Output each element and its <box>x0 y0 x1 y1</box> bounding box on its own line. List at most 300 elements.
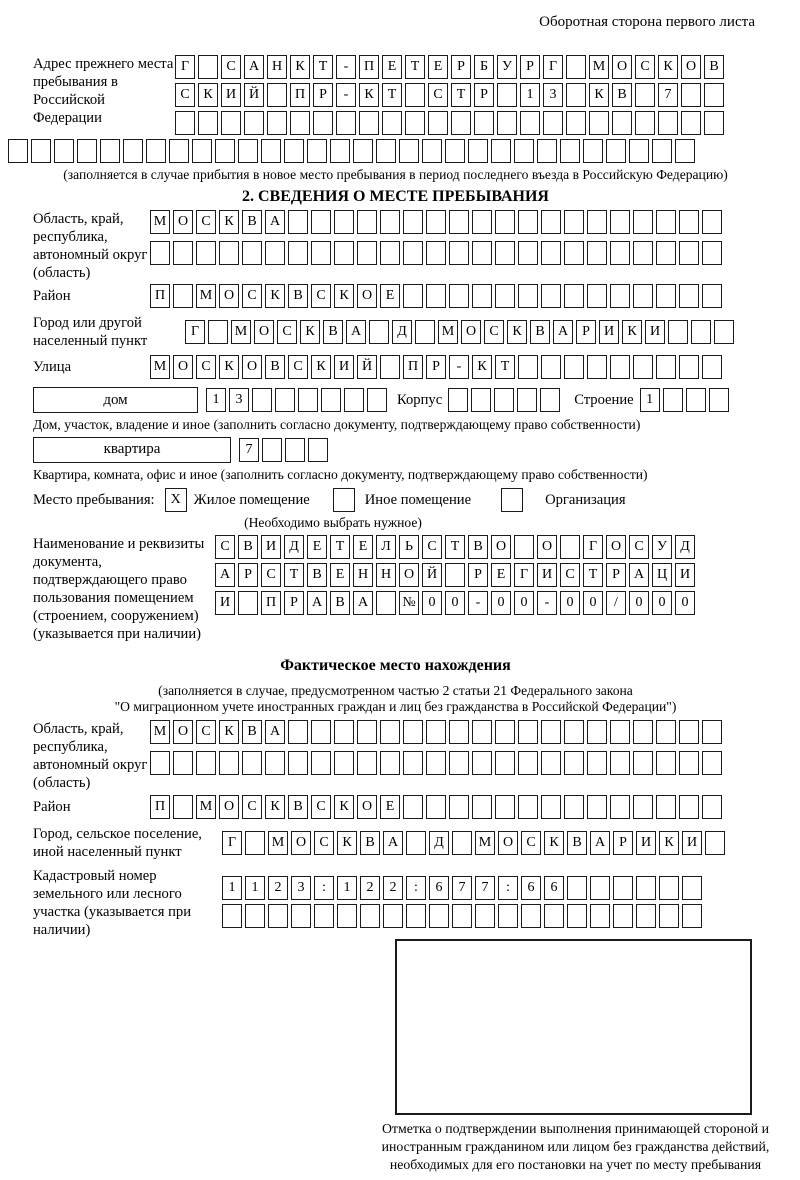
char-box: С <box>196 210 216 234</box>
confirmation-stamp-note: Отметка о подтверждении выполнения принимающей стороной и иностранным гражданином или лицом без гражданства действий, необходимых для его постановки на учет по месту пребывания <box>381 1121 770 1172</box>
char-box: С <box>175 83 195 107</box>
char-box: Й <box>244 83 264 107</box>
char-box: С <box>215 535 235 559</box>
char-box: 2 <box>360 876 380 900</box>
char-box: 7 <box>475 876 495 900</box>
char-box: 0 <box>652 591 672 615</box>
char-box <box>658 111 678 135</box>
district-row <box>150 284 722 308</box>
doc-row-2 <box>215 563 695 587</box>
char-box: А <box>346 320 366 344</box>
char-box <box>242 751 262 775</box>
char-box: 0 <box>629 591 649 615</box>
corner-note: Оборотная сторона первого листа <box>539 14 755 30</box>
char-box: О <box>254 320 274 344</box>
fact-city-label: Город, сельское поселение, иной населенный пункт <box>33 825 202 860</box>
house-label-box: дом <box>33 387 198 413</box>
char-box <box>357 720 377 744</box>
char-box <box>514 535 534 559</box>
char-box: П <box>359 55 379 79</box>
char-box <box>636 904 656 928</box>
char-box <box>681 111 701 135</box>
char-box: К <box>300 320 320 344</box>
char-box <box>518 210 538 234</box>
char-box <box>541 751 561 775</box>
char-box <box>514 139 534 163</box>
char-box <box>472 241 492 265</box>
fact-region-block <box>33 720 758 792</box>
char-box <box>380 241 400 265</box>
char-box <box>610 355 630 379</box>
char-box <box>337 904 357 928</box>
char-box <box>472 284 492 308</box>
char-box <box>633 241 653 265</box>
char-box: О <box>173 210 193 234</box>
char-box <box>613 904 633 928</box>
char-box <box>403 795 423 819</box>
region-rows <box>150 210 722 269</box>
char-box <box>635 111 655 135</box>
char-box <box>679 720 699 744</box>
char-box: № <box>399 591 419 615</box>
char-box <box>656 720 676 744</box>
char-box <box>518 284 538 308</box>
char-box <box>403 720 423 744</box>
char-box <box>566 83 586 107</box>
char-box: Б <box>474 55 494 79</box>
char-box: Т <box>405 55 425 79</box>
char-box: К <box>507 320 527 344</box>
char-box <box>702 720 722 744</box>
char-box <box>543 111 563 135</box>
region-label: Область, край, республика, автономный округ (область) <box>33 211 148 282</box>
char-box <box>406 831 426 855</box>
char-box <box>245 904 265 928</box>
char-box <box>679 210 699 234</box>
char-box <box>679 284 699 308</box>
char-box: С <box>277 320 297 344</box>
char-box: 0 <box>422 591 442 615</box>
char-box <box>445 139 465 163</box>
prev-address-block <box>33 55 758 139</box>
cadastre-block <box>33 867 758 939</box>
char-box: 6 <box>521 876 541 900</box>
char-box: Р <box>520 55 540 79</box>
char-box: С <box>311 795 331 819</box>
char-box <box>679 751 699 775</box>
char-box <box>564 210 584 234</box>
char-box <box>403 284 423 308</box>
char-box: О <box>681 55 701 79</box>
char-box: К <box>219 720 239 744</box>
char-box: : <box>498 876 518 900</box>
char-box <box>275 388 295 412</box>
char-box: : <box>406 876 426 900</box>
doc-row-3 <box>215 591 695 615</box>
cadastre-label: Кадастровый номер земельного или лесного участка (указывается при наличии) <box>33 867 192 938</box>
char-box <box>334 241 354 265</box>
char-box: В <box>612 83 632 107</box>
char-box: Р <box>284 591 304 615</box>
char-box <box>321 388 341 412</box>
char-box: Е <box>353 535 373 559</box>
char-box <box>610 210 630 234</box>
char-box: И <box>537 563 557 587</box>
other-premises-label: Иное помещение <box>364 491 472 508</box>
char-box: Е <box>307 535 327 559</box>
char-box <box>175 111 195 135</box>
char-box <box>564 355 584 379</box>
char-box <box>222 904 242 928</box>
char-box: И <box>636 831 656 855</box>
char-box: 2 <box>383 876 403 900</box>
char-box <box>428 111 448 135</box>
char-box <box>449 795 469 819</box>
char-box <box>472 720 492 744</box>
fact-region-row-2 <box>150 751 722 775</box>
char-box <box>426 720 446 744</box>
char-box: К <box>219 210 239 234</box>
street-row <box>150 355 722 379</box>
char-box <box>215 139 235 163</box>
char-box <box>629 139 649 163</box>
char-box: О <box>173 355 193 379</box>
char-box: 0 <box>514 591 534 615</box>
char-box: Й <box>422 563 442 587</box>
char-box <box>77 139 97 163</box>
char-box: В <box>288 795 308 819</box>
section2-title: 2. СВЕДЕНИЯ О МЕСТЕ ПРЕБЫВАНИЯ <box>242 188 549 205</box>
char-box: М <box>150 355 170 379</box>
char-box <box>367 388 387 412</box>
char-box <box>520 111 540 135</box>
char-box: Д <box>284 535 304 559</box>
residential-label: Жилое помещение <box>193 491 310 508</box>
char-box: 2 <box>268 876 288 900</box>
char-box: М <box>150 720 170 744</box>
char-box: М <box>196 284 216 308</box>
char-box: Г <box>222 831 242 855</box>
char-box <box>495 210 515 234</box>
char-box <box>415 320 435 344</box>
char-box: В <box>704 55 724 79</box>
char-box <box>635 83 655 107</box>
char-box: С <box>242 795 262 819</box>
prev-address-row-4 <box>8 139 758 163</box>
char-box <box>449 751 469 775</box>
apartment-block <box>33 437 758 463</box>
char-box <box>518 720 538 744</box>
region-block <box>33 210 758 282</box>
char-box <box>590 876 610 900</box>
char-box: С <box>242 284 262 308</box>
actual-location-title: Фактическое место нахождения <box>280 657 511 675</box>
char-box <box>541 720 561 744</box>
char-box <box>633 751 653 775</box>
char-box <box>518 751 538 775</box>
char-box <box>590 904 610 928</box>
char-box: Н <box>353 563 373 587</box>
char-box <box>589 111 609 135</box>
char-box <box>244 111 264 135</box>
city-label: Город или другой населенный пункт <box>33 315 148 350</box>
char-box: А <box>307 591 327 615</box>
char-box <box>452 904 472 928</box>
char-box <box>544 904 564 928</box>
char-box <box>541 355 561 379</box>
char-box: А <box>383 831 403 855</box>
char-box <box>610 284 630 308</box>
char-box <box>472 751 492 775</box>
char-box <box>541 210 561 234</box>
char-box <box>704 111 724 135</box>
char-box: 7 <box>239 438 259 462</box>
char-box: Т <box>330 535 350 559</box>
char-box: С <box>196 355 216 379</box>
char-box <box>451 111 471 135</box>
house-block <box>33 387 758 414</box>
char-box <box>702 795 722 819</box>
char-box: С <box>311 284 331 308</box>
char-box: И <box>334 355 354 379</box>
char-box: М <box>438 320 458 344</box>
char-box <box>633 795 653 819</box>
char-box <box>521 904 541 928</box>
organization-label: Организация <box>545 491 626 508</box>
char-box: И <box>221 83 241 107</box>
char-box <box>587 284 607 308</box>
char-box <box>587 720 607 744</box>
char-box <box>587 241 607 265</box>
char-box <box>123 139 143 163</box>
char-box <box>334 210 354 234</box>
char-box <box>359 111 379 135</box>
char-box <box>403 210 423 234</box>
char-box: О <box>399 563 419 587</box>
char-box: С <box>288 355 308 379</box>
char-box: К <box>265 284 285 308</box>
char-box: И <box>675 563 695 587</box>
doc-rows <box>215 535 695 619</box>
char-box: А <box>265 210 285 234</box>
char-box: С <box>422 535 442 559</box>
char-box: Г <box>514 563 534 587</box>
char-box: - <box>468 591 488 615</box>
char-box: О <box>612 55 632 79</box>
char-box <box>311 241 331 265</box>
char-box: П <box>261 591 281 615</box>
char-box: Е <box>382 55 402 79</box>
char-box: О <box>173 720 193 744</box>
char-box: О <box>242 355 262 379</box>
other-premises-checkbox <box>333 488 355 512</box>
char-box: К <box>219 355 239 379</box>
char-box: С <box>484 320 504 344</box>
apartment-note: Квартира, комната, офис и иное (заполнить согласно документу, подтверждающему право собственности) <box>33 466 648 482</box>
char-box <box>267 111 287 135</box>
char-box <box>449 241 469 265</box>
char-box: Р <box>426 355 446 379</box>
char-box: А <box>265 720 285 744</box>
char-box: К <box>334 284 354 308</box>
char-box: О <box>537 535 557 559</box>
char-box <box>702 284 722 308</box>
char-box: 1 <box>520 83 540 107</box>
char-box <box>344 388 364 412</box>
char-box <box>517 388 537 412</box>
char-box <box>567 904 587 928</box>
char-box <box>219 241 239 265</box>
char-box: Л <box>376 535 396 559</box>
char-box <box>311 210 331 234</box>
char-box: 0 <box>491 591 511 615</box>
char-box: В <box>288 284 308 308</box>
char-box: В <box>330 591 350 615</box>
char-box <box>560 139 580 163</box>
char-box <box>252 388 272 412</box>
char-box <box>495 795 515 819</box>
char-box <box>682 904 702 928</box>
char-box <box>675 139 695 163</box>
char-box <box>290 111 310 135</box>
house-cells <box>206 388 387 412</box>
char-box <box>587 210 607 234</box>
char-box <box>173 751 193 775</box>
char-box: 1 <box>222 876 242 900</box>
char-box: 1 <box>206 388 226 412</box>
char-box: К <box>359 83 379 107</box>
char-box <box>380 355 400 379</box>
char-box <box>518 355 538 379</box>
char-box <box>564 284 584 308</box>
char-box: Г <box>175 55 195 79</box>
char-box <box>267 83 287 107</box>
char-box <box>659 876 679 900</box>
char-box <box>702 751 722 775</box>
char-box <box>705 831 725 855</box>
char-box: Р <box>238 563 258 587</box>
char-box: / <box>606 591 626 615</box>
char-box <box>406 904 426 928</box>
char-box <box>541 284 561 308</box>
char-box: В <box>323 320 343 344</box>
fact-region-label: Область, край, республика, автономный округ (область) <box>33 721 148 792</box>
char-box <box>495 751 515 775</box>
char-box <box>334 751 354 775</box>
char-box <box>613 876 633 900</box>
char-box <box>656 284 676 308</box>
char-box <box>403 751 423 775</box>
char-box <box>495 284 515 308</box>
char-box <box>196 751 216 775</box>
char-box: И <box>215 591 235 615</box>
char-box <box>31 139 51 163</box>
char-box: М <box>475 831 495 855</box>
char-box: Е <box>330 563 350 587</box>
char-box <box>518 241 538 265</box>
char-box: Е <box>380 284 400 308</box>
char-box <box>566 111 586 135</box>
char-box <box>262 438 282 462</box>
char-box <box>265 241 285 265</box>
cadastre-rows <box>222 876 702 932</box>
char-box: О <box>357 795 377 819</box>
char-box <box>429 904 449 928</box>
char-box <box>564 795 584 819</box>
char-box <box>691 320 711 344</box>
char-box: У <box>652 535 672 559</box>
char-box <box>587 795 607 819</box>
char-box: Г <box>583 535 603 559</box>
char-box <box>284 139 304 163</box>
char-box <box>541 241 561 265</box>
char-box: В <box>242 720 262 744</box>
char-box <box>686 388 706 412</box>
char-box <box>380 210 400 234</box>
doc-label: Наименование и реквизиты документа, подтверждающего право пользования помещением (строением, сооружением) (указывается при наличии) <box>33 535 205 643</box>
char-box <box>587 751 607 775</box>
char-box <box>360 904 380 928</box>
residential-checkbox: X <box>165 488 187 512</box>
char-box <box>403 241 423 265</box>
stroenie-label: Строение <box>574 391 634 408</box>
korpus-label: Корпус <box>397 391 443 408</box>
char-box <box>380 751 400 775</box>
char-box: Д <box>392 320 412 344</box>
char-box <box>452 831 472 855</box>
char-box <box>564 751 584 775</box>
char-box: О <box>219 795 239 819</box>
street-block <box>33 355 758 383</box>
char-box <box>636 876 656 900</box>
char-box: С <box>635 55 655 79</box>
char-box: Р <box>613 831 633 855</box>
char-box: С <box>314 831 334 855</box>
char-box <box>468 139 488 163</box>
char-box <box>633 355 653 379</box>
char-box <box>426 284 446 308</box>
char-box: А <box>353 591 373 615</box>
char-box: Е <box>491 563 511 587</box>
char-box: М <box>589 55 609 79</box>
char-box <box>704 83 724 107</box>
char-box: О <box>606 535 626 559</box>
char-box <box>288 241 308 265</box>
char-box <box>288 720 308 744</box>
region-row-2 <box>150 241 722 265</box>
char-box <box>192 139 212 163</box>
actual-location-note-2: "О миграционном учете иностранных граждан и лиц без гражданства в Российской Федерации") <box>114 699 677 715</box>
apartment-label-box: квартира <box>33 437 231 463</box>
char-box <box>219 751 239 775</box>
char-box: А <box>629 563 649 587</box>
char-box <box>612 111 632 135</box>
char-box <box>659 904 679 928</box>
stroenie-cells <box>640 388 729 412</box>
char-box <box>633 210 653 234</box>
char-box <box>564 720 584 744</box>
char-box: Т <box>313 55 333 79</box>
char-box <box>656 751 676 775</box>
char-box <box>208 320 228 344</box>
region-row-1 <box>150 210 722 234</box>
char-box <box>54 139 74 163</box>
char-box <box>353 139 373 163</box>
char-box: Д <box>429 831 449 855</box>
char-box <box>656 795 676 819</box>
char-box <box>405 83 425 107</box>
char-box: О <box>291 831 311 855</box>
